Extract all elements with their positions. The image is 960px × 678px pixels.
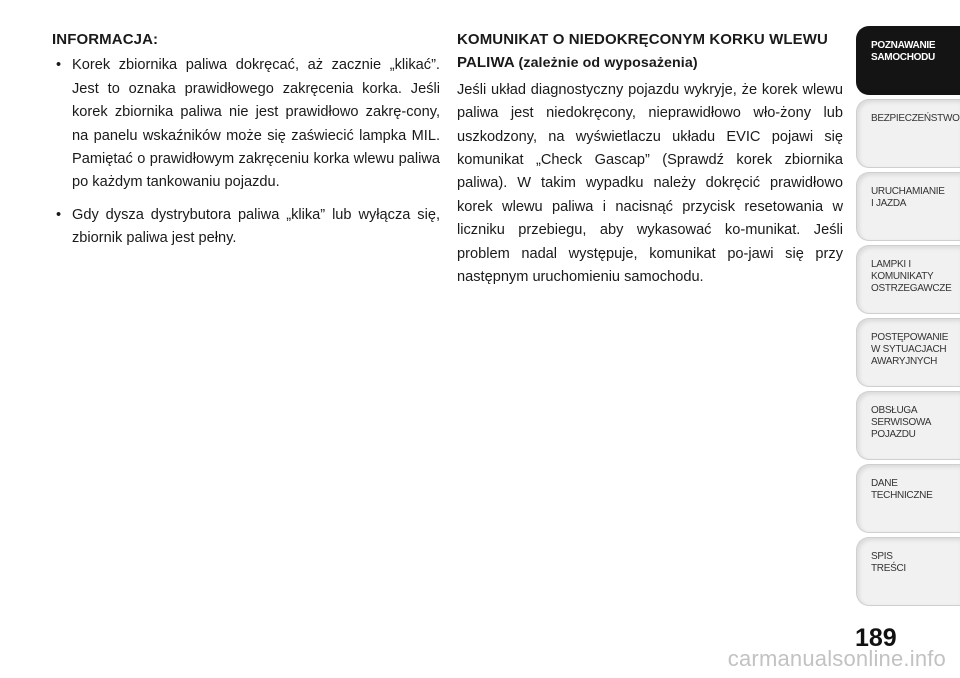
section-heading bbox=[457, 28, 843, 76]
list-item bbox=[52, 54, 440, 194]
bullet-text: Korek zbiornika paliwa dokręcać, aż zacznie „klikać”. Jest to oznaka prawidłowego zakręcenia korka. Jeśli korek zbiornika paliwa nie jest prawidłowo zakrę-cony, na panelu wskaźników może się zaświecić lampka MIL. Pamiętać o prawidłowym zakręceniu korka wlewu paliwa po każdym tankowaniu pojazdu. bbox=[72, 57, 440, 191]
tab-spis-tresci[interactable] bbox=[856, 537, 960, 606]
tab-label: BEZPIECZEŃSTWO bbox=[871, 113, 960, 124]
left-column bbox=[52, 28, 440, 260]
tab-bezpieczenstwo[interactable] bbox=[856, 99, 960, 168]
watermark: carmanualsonline.info bbox=[727, 646, 946, 671]
tab-postepowanie-awaryjne[interactable] bbox=[856, 318, 960, 387]
tab-label: URUCHAMIANIE I JAZDA bbox=[871, 186, 945, 209]
tab-uruchamianie-i-jazda[interactable] bbox=[856, 172, 960, 241]
bullet-text: Gdy dysza dystrybutora paliwa „klika” lub wyłącza się, zbiornik paliwa jest pełny. bbox=[72, 206, 440, 247]
tab-lampki-i-komunikaty[interactable] bbox=[856, 245, 960, 314]
info-bullet-list bbox=[52, 54, 440, 250]
info-heading: INFORMACJA: bbox=[52, 31, 159, 48]
right-column bbox=[457, 28, 843, 289]
tab-label: OBSŁUGA SERWISOWA POJAZDU bbox=[871, 405, 932, 440]
tab-poznawanie-samochodu[interactable] bbox=[856, 26, 960, 95]
tab-label: LAMPKI I KOMUNIKATY OSTRZEGAWCZE bbox=[871, 259, 952, 294]
tab-label: DANE TECHNICZNE bbox=[871, 478, 933, 501]
bullet-dot: • bbox=[56, 206, 62, 223]
tab-label: SPIS TREŚCI bbox=[871, 551, 906, 574]
tab-label: POSTĘPOWANIE W SYTUACJACH AWARYJNYCH bbox=[871, 332, 949, 367]
tab-dane-techniczne[interactable] bbox=[856, 464, 960, 533]
tab-obsluga-serwisowa[interactable] bbox=[856, 391, 960, 460]
chapter-tabs bbox=[856, 26, 960, 610]
section-heading-sub: (zależnie od wyposażenia) bbox=[518, 55, 698, 72]
list-item bbox=[52, 204, 440, 251]
page-number: 189 bbox=[855, 624, 897, 652]
tab-label: POZNAWANIE SAMOCHODU bbox=[871, 40, 936, 63]
bullet-dot: • bbox=[56, 57, 62, 74]
section-heading-main: KOMUNIKAT O NIEDOKRĘCONYM KORKU WLEWU PALIWA bbox=[457, 31, 828, 72]
section-body: Jeśli układ diagnostyczny pojazdu wykryje, że korek wlewu paliwa jest niedokręcony, nieprawidłowo wło-żony lub uszkodzony, na wyświetlaczu układu EVIC pojawi się komunikat „Check Gascap” (Sprawdź korek zbiornika paliwa). W takim wypadku należy dokręcić prawidłowo korek wlewu paliwa i nacisnąć przycisk resetowania w liczniku przebiegu, aby wykasować ko-munikat. Jeśli problem nadal występuje, komunikat po-jawi się przy następnym uruchomieniu samochodu. bbox=[457, 81, 843, 286]
